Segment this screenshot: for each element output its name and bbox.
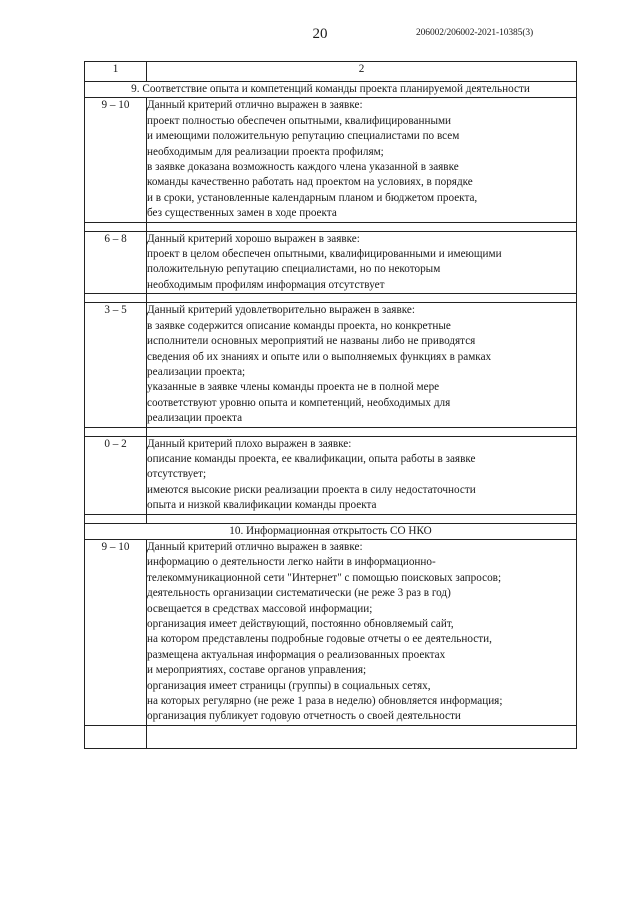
- score-range: 9 – 10: [85, 98, 147, 222]
- description-line: Данный критерий плохо выражен в заявке:: [147, 437, 352, 450]
- criterion-description: [147, 231, 577, 294]
- criterion-row: [85, 98, 577, 222]
- description-line: Данный критерий отлично выражен в заявке:: [147, 540, 363, 553]
- criterion-description: [147, 98, 577, 222]
- description-line: команды качественно работать над проектом на условиях, в порядке: [147, 176, 473, 189]
- column-header-score: 1: [85, 62, 147, 82]
- section-title: 9. Соответствие опыта и компетенций команды проекта планируемой деятельности: [85, 82, 577, 98]
- spacer-cell: [147, 294, 577, 303]
- description-line: на котором представлены подробные годовые отчеты о ее деятельности,: [147, 633, 492, 646]
- description-line: в заявке доказана возможность каждого члена указанной в заявке: [147, 161, 459, 174]
- table-header-row: [85, 62, 577, 82]
- row-spacer: [85, 725, 577, 748]
- criterion-description: [147, 303, 577, 427]
- criterion-row: [85, 231, 577, 294]
- description-line: проект в целом обеспечен опытными, квалифицированными и имеющими: [147, 248, 502, 261]
- description-line: Данный критерий удовлетворительно выражен в заявке:: [147, 304, 415, 317]
- description-line: на которых регулярно (не реже 1 раза в неделю) обновляется информация;: [147, 695, 503, 708]
- section-title: 10. Информационная открытость СО НКО: [85, 523, 577, 539]
- spacer-cell: [147, 514, 577, 523]
- criterion-row: [85, 303, 577, 427]
- description-line: Данный критерий хорошо выражен в заявке:: [147, 232, 360, 245]
- score-range: 3 – 5: [85, 303, 147, 427]
- spacer-cell: [85, 725, 147, 748]
- description-line: информацию о деятельности легко найти в информационно-: [147, 556, 436, 569]
- description-line: и мероприятиях, составе органов управления;: [147, 664, 367, 677]
- row-spacer: [85, 427, 577, 436]
- description-line: описание команды проекта, ее квалификации, опыта работы в заявке: [147, 452, 476, 465]
- description-line: соответствуют уровню опыта и компетенций, необходимых для: [147, 396, 451, 409]
- description-line: необходимым для реализации проекта профилям;: [147, 145, 384, 158]
- row-spacer: [85, 294, 577, 303]
- description-line: опыта и низкой квалификации команды проекта: [147, 499, 377, 512]
- description-line: указанные в заявке члены команды проекта не в полной мере: [147, 381, 440, 394]
- spacer-cell: [85, 222, 147, 231]
- spacer-cell: [85, 294, 147, 303]
- score-range: 6 – 8: [85, 231, 147, 294]
- row-spacer: [85, 222, 577, 231]
- criterion-row: [85, 539, 577, 725]
- spacer-cell: [147, 222, 577, 231]
- criterion-description: [147, 436, 577, 514]
- description-line: имеются высокие риски реализации проекта в силу недостаточности: [147, 483, 476, 496]
- description-line: сведения об их знаниях и опыте или о выполняемых функциях в рамках: [147, 350, 492, 363]
- description-line: телекоммуникационной сети "Интернет" с помощью поисковых запросов;: [147, 571, 502, 584]
- spacer-cell: [147, 725, 577, 748]
- description-line: Данный критерий отлично выражен в заявке:: [147, 99, 363, 112]
- section-row: [85, 82, 577, 98]
- section-row: [85, 523, 577, 539]
- description-line: без существенных замен в ходе проекта: [147, 207, 337, 220]
- description-line: реализации проекта;: [147, 365, 246, 378]
- description-line: и в сроки, установленные календарным планом и бюджетом проекта,: [147, 191, 478, 204]
- description-line: организация имеет действующий, постоянно обновляемый сайт,: [147, 618, 454, 630]
- spacer-cell: [147, 427, 577, 436]
- page-number: 20: [312, 26, 328, 42]
- document-code: 206002/206002-2021-10385(3): [416, 28, 534, 38]
- score-range: 9 – 10: [85, 539, 147, 725]
- criterion-description: [147, 539, 577, 725]
- spacer-cell: [85, 427, 147, 436]
- description-line: положительную репутацию специалистами, но по некоторым: [147, 263, 441, 276]
- description-line: размещена актуальная информация о реализованных проектах: [147, 648, 446, 661]
- description-line: освещается в средствах массовой информации;: [147, 602, 373, 615]
- description-line: реализации проекта: [147, 412, 243, 425]
- criterion-row: [85, 436, 577, 514]
- description-line: исполнители основных мероприятий не названы либо не приводятся: [147, 335, 476, 348]
- description-line: отсутствует;: [147, 468, 207, 481]
- column-header-description: 2: [147, 62, 577, 82]
- description-line: необходимым профилям информация отсутствует: [147, 278, 385, 291]
- description-line: деятельность организации систематически (не реже 3 раз в год): [147, 587, 451, 600]
- description-line: организация публикует годовую отчетность о своей деятельности: [147, 710, 461, 723]
- row-spacer: [85, 514, 577, 523]
- description-line: и имеющими положительную репутацию специалистами по всем: [147, 130, 460, 143]
- description-line: в заявке содержится описание команды проекта, но конкретные: [147, 319, 451, 332]
- description-line: организация имеет страницы (группы) в социальных сетях,: [147, 679, 431, 692]
- score-range: 0 – 2: [85, 436, 147, 514]
- description-line: проект полностью обеспечен опытными, квалифицированными: [147, 114, 452, 127]
- criteria-table: [84, 61, 577, 749]
- spacer-cell: [85, 514, 147, 523]
